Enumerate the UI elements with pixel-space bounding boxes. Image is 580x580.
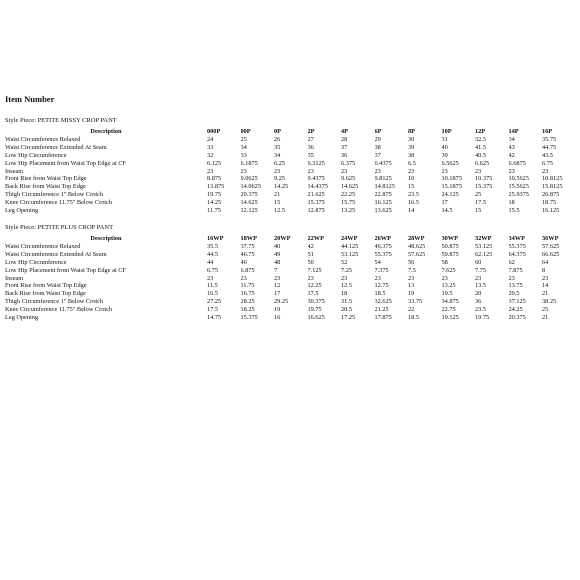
measurement-value: 19	[408, 290, 415, 298]
measurement-value: 15.5	[508, 207, 520, 215]
measurement-value: 18.75	[542, 199, 557, 207]
measurement-value: 17.5	[207, 306, 219, 314]
measurement-label: Low Hip Placement from Waist Top Edge at CF	[5, 266, 126, 274]
spec-document	[5, 94, 575, 322]
measurement-value: 13.25	[441, 282, 456, 290]
measurement-value: 20.5	[508, 290, 520, 298]
measurement-label: Back Rise from Waist Top Edge	[5, 290, 86, 298]
measurement-value: 44.75	[542, 143, 557, 151]
measurement-value: 6.4375	[374, 159, 392, 167]
table-row	[5, 251, 576, 259]
measurement-value: 37.75	[240, 242, 255, 250]
measurement-value: 10.1875	[441, 175, 462, 183]
size-header: 26WP	[374, 234, 391, 242]
measurement-value: 60	[475, 258, 482, 266]
table-row	[5, 243, 576, 251]
measurement-value: 21.25	[374, 306, 389, 314]
measurement-value: 15	[274, 199, 281, 207]
measurement-label: Waist Circumference Relaxed	[5, 135, 81, 143]
measurement-value: 20.375	[240, 191, 258, 199]
measurement-value: 23	[307, 167, 314, 175]
measurement-value: 13.75	[508, 282, 523, 290]
measurement-value: 6.125	[207, 159, 222, 167]
measurement-value: 21	[274, 191, 281, 199]
measurement-label: Waist Circumference Extended At Seam	[5, 250, 107, 258]
measurement-value: 56	[408, 258, 415, 266]
measurement-value: 14.25	[207, 199, 222, 207]
measurement-value: 9.25	[274, 175, 286, 183]
measurement-value: 49	[274, 250, 281, 258]
measurement-value: 15.1875	[441, 183, 462, 191]
measurement-value: 46	[240, 258, 247, 266]
table-row	[5, 298, 576, 306]
measurement-value: 15.375	[240, 314, 258, 322]
measurement-value: 19.75	[307, 306, 322, 314]
measurement-value: 42	[307, 242, 314, 250]
measurement-value: 19.75	[207, 191, 222, 199]
measurement-value: 64	[542, 258, 549, 266]
measurement-value: 9.4375	[307, 175, 325, 183]
measurement-value: 34	[508, 135, 515, 143]
measurement-value: 23	[240, 274, 247, 282]
measurement-value: 23	[441, 167, 448, 175]
size-header: 36WP	[542, 234, 559, 242]
measurement-value: 22.25	[341, 191, 356, 199]
measurement-value: 6.6875	[508, 159, 526, 167]
measurement-value: 16.75	[240, 290, 255, 298]
measurement-value: 12.25	[307, 282, 322, 290]
measurement-value: 34	[274, 151, 281, 159]
measurement-value: 18.25	[240, 306, 255, 314]
table-row	[5, 282, 576, 290]
measurement-value: 19.75	[475, 314, 490, 322]
measurement-value: 31.5	[341, 298, 353, 306]
table-row	[5, 136, 576, 144]
description-header: Description	[90, 234, 122, 242]
measurement-value: 20	[475, 290, 482, 298]
measurement-value: 15.375	[307, 199, 325, 207]
measurement-value: 16.625	[307, 314, 325, 322]
measurement-value: 17.875	[374, 314, 392, 322]
measurement-value: 51	[307, 250, 314, 258]
measurement-value: 24.125	[441, 191, 459, 199]
measurement-value: 37.125	[508, 298, 526, 306]
measurement-value: 10.375	[475, 175, 493, 183]
measurement-value: 18.5	[408, 314, 420, 322]
table-row	[5, 259, 576, 267]
size-header: 28WP	[408, 234, 425, 242]
measurement-value: 13.875	[207, 183, 225, 191]
measurement-value: 10.8125	[542, 175, 563, 183]
measurement-value: 19.5	[441, 290, 453, 298]
measurement-value: 17.5	[307, 290, 319, 298]
measurement-value: 66.625	[542, 250, 560, 258]
measurement-value: 55.375	[508, 242, 526, 250]
measurement-value: 12.125	[240, 207, 258, 215]
measurement-value: 6.5	[408, 159, 416, 167]
size-header: 16WP	[207, 234, 224, 242]
measurement-value: 6.875	[240, 266, 255, 274]
measurement-value: 22.875	[374, 191, 392, 199]
size-header: 00P	[240, 128, 251, 135]
measurement-value: 14.5	[441, 207, 453, 215]
measurement-value: 17	[441, 199, 448, 207]
size-header: 34WP	[508, 234, 525, 242]
measurement-value: 31	[441, 135, 448, 143]
measurement-value: 52	[341, 258, 348, 266]
style-piece-label: Style Piece: PETITE PLUS CROP PANT	[5, 223, 114, 231]
measurement-value: 23	[508, 274, 515, 282]
measurement-value: 7.5	[408, 266, 416, 274]
table-header-row	[5, 235, 576, 243]
size-header: 6P	[374, 128, 382, 135]
measurement-label: Leg Opening	[5, 207, 39, 215]
measurement-value: 10	[408, 175, 415, 183]
measurement-value: 29	[374, 135, 381, 143]
measurement-value: 32	[207, 151, 214, 159]
measurement-value: 24	[207, 135, 214, 143]
measurement-value: 23	[475, 167, 482, 175]
measurement-value: 9.0625	[240, 175, 258, 183]
measurement-value: 23	[441, 274, 448, 282]
size-tables	[5, 117, 575, 322]
table-row	[5, 306, 576, 314]
measurement-value: 38	[374, 143, 381, 151]
measurement-value: 15.8125	[542, 183, 563, 191]
measurement-value: 23	[341, 274, 348, 282]
measurement-value: 23	[240, 167, 247, 175]
measurement-label: Low Hip Circumference	[5, 151, 67, 159]
measurement-value: 11.75	[240, 282, 255, 290]
measurement-value: 64.375	[508, 250, 526, 258]
measurement-value: 29.25	[274, 298, 289, 306]
measurement-value: 7.375	[374, 266, 389, 274]
measurement-value: 23	[274, 167, 281, 175]
measurement-value: 6.5625	[441, 159, 459, 167]
measurement-value: 23	[475, 274, 482, 282]
measurement-value: 7.125	[307, 266, 322, 274]
size-header: 000P	[207, 128, 221, 135]
measurement-value: 14.4375	[307, 183, 328, 191]
measurement-value: 14.0625	[240, 183, 261, 191]
measurement-value: 50.875	[441, 242, 459, 250]
measurement-value: 17.25	[341, 314, 356, 322]
measurement-value: 32.625	[374, 298, 392, 306]
measurement-value: 37	[374, 151, 381, 159]
measurement-value: 13.625	[374, 207, 392, 215]
measurement-value: 35.5	[207, 242, 219, 250]
measurement-value: 23	[408, 167, 415, 175]
measurement-value: 6.375	[341, 159, 356, 167]
measurement-value: 19	[274, 306, 281, 314]
measurement-value: 15	[408, 183, 415, 191]
table-row	[5, 290, 576, 298]
size-header: 14P	[508, 128, 519, 135]
measurement-value: 23	[374, 274, 381, 282]
item-number-heading: Item Number	[5, 94, 55, 104]
measurement-value: 12.5	[274, 207, 286, 215]
measurement-value: 36	[475, 298, 482, 306]
measurement-value: 18.5	[374, 290, 386, 298]
measurement-value: 9.625	[341, 175, 356, 183]
size-header: 10P	[441, 128, 452, 135]
measurement-value: 57.625	[408, 250, 426, 258]
measurement-value: 26.875	[542, 191, 560, 199]
table-row	[5, 191, 576, 199]
measurement-value: 23	[207, 274, 214, 282]
measurement-label: Inseam	[5, 274, 24, 282]
measurement-value: 44	[207, 258, 214, 266]
measurement-label: Low Hip Circumference	[5, 258, 67, 266]
measurement-value: 34	[240, 143, 247, 151]
measurement-value: 50	[307, 258, 314, 266]
measurement-value: 34.875	[441, 298, 459, 306]
measurement-value: 14.25	[274, 183, 289, 191]
measurement-value: 12.75	[374, 282, 389, 290]
measurement-value: 14.625	[240, 199, 258, 207]
measurement-value: 46.75	[240, 250, 255, 258]
measurement-label: Front Rise from Waist Top Edge	[5, 282, 87, 290]
measurement-label: Knee Circumference 11.75" Below Crotch	[5, 306, 113, 314]
measurement-value: 28.25	[240, 298, 255, 306]
measurement-value: 48	[274, 258, 281, 266]
measurement-value: 14.8125	[374, 183, 395, 191]
measurement-value: 7.25	[341, 266, 353, 274]
measurement-value: 16.125	[542, 207, 560, 215]
measurement-value: 36	[341, 151, 348, 159]
size-header: 16P	[542, 128, 553, 135]
measurement-value: 40	[274, 242, 281, 250]
measurement-value: 23	[542, 274, 549, 282]
measurement-value: 30.375	[307, 298, 325, 306]
measurement-value: 28	[341, 135, 348, 143]
description-header: Description	[90, 128, 122, 135]
measurement-value: 7.75	[475, 266, 487, 274]
measurement-value: 15.375	[475, 183, 493, 191]
measurement-value: 25.9375	[508, 191, 529, 199]
size-header: 12P	[475, 128, 486, 135]
measurement-value: 43	[508, 143, 515, 151]
table-row	[5, 183, 576, 191]
size-header: 30WP	[441, 234, 458, 242]
measurement-value: 35	[274, 143, 281, 151]
measurement-value: 62	[508, 258, 515, 266]
measurement-value: 33.75	[408, 298, 423, 306]
measurement-value: 11.5	[207, 282, 218, 290]
measurement-value: 23	[408, 274, 415, 282]
size-header: 0P	[274, 128, 281, 135]
size-header: 2P	[307, 128, 315, 135]
measurement-value: 53.125	[341, 250, 359, 258]
measurement-value: 44.5	[207, 250, 219, 258]
measurement-value: 46.375	[374, 242, 392, 250]
measurement-value: 23	[341, 167, 348, 175]
measurement-value: 39	[408, 143, 415, 151]
measurement-value: 59.875	[441, 250, 459, 258]
measurement-value: 9.8125	[374, 175, 392, 183]
measurement-value: 23.5	[475, 306, 487, 314]
measurement-value: 6.75	[207, 266, 219, 274]
measurement-label: Waist Circumference Relaxed	[5, 242, 81, 250]
measurement-value: 57.625	[542, 242, 560, 250]
measurement-value: 25	[240, 135, 247, 143]
measurement-value: 14	[542, 282, 549, 290]
measurement-value: 6.625	[475, 159, 490, 167]
measurement-value: 23.5	[408, 191, 420, 199]
measurement-value: 33	[240, 151, 247, 159]
measurement-value: 12.5	[341, 282, 353, 290]
measurement-label: Leg Opening	[5, 314, 39, 322]
measurement-value: 20.5	[341, 306, 353, 314]
measurement-value: 10.5625	[508, 175, 529, 183]
measurement-value: 7.875	[508, 266, 523, 274]
table-header-row	[5, 128, 576, 136]
measurement-value: 23	[207, 167, 214, 175]
size-header: 18WP	[240, 234, 257, 242]
size-header: 24WP	[341, 234, 358, 242]
size-header: 4P	[341, 128, 348, 135]
measurement-value: 22	[408, 306, 415, 314]
measurement-value: 37	[341, 143, 348, 151]
measurement-value: 35	[307, 151, 314, 159]
measurement-value: 21	[542, 290, 549, 298]
table-row	[5, 152, 576, 160]
size-header: 20WP	[274, 234, 291, 242]
measurement-value: 7	[274, 266, 278, 274]
style-piece-label: Style Piece: PETITE MISSY CROP PANT	[5, 117, 117, 124]
measurement-value: 18	[341, 290, 348, 298]
table-row	[5, 168, 576, 176]
measurement-value: 42	[508, 151, 515, 159]
measurement-value: 16	[274, 314, 281, 322]
measurement-value: 48.625	[408, 242, 426, 250]
measurement-value: 54	[374, 258, 381, 266]
size-spec-table	[5, 128, 576, 215]
size-header: 22WP	[307, 234, 324, 242]
table-row	[5, 275, 576, 283]
measurement-value: 55.375	[374, 250, 392, 258]
measurement-value: 14.625	[341, 183, 359, 191]
measurement-value: 8	[542, 266, 546, 274]
measurement-value: 17.5	[475, 199, 487, 207]
table-row	[5, 175, 576, 183]
size-spec-table	[5, 235, 576, 322]
measurement-value: 15	[475, 207, 482, 215]
measurement-value: 17	[274, 290, 281, 298]
measurement-value: 33	[207, 143, 214, 151]
measurement-value: 39	[441, 151, 448, 159]
measurement-value: 62.125	[475, 250, 493, 258]
table-row	[5, 199, 576, 207]
measurement-value: 13	[408, 282, 415, 290]
measurement-value: 16.5	[207, 290, 219, 298]
measurement-value: 14	[408, 207, 415, 215]
measurement-value: 44.125	[341, 242, 359, 250]
measurement-label: Low Hip Placement from Waist Top Edge at CF	[5, 159, 126, 167]
measurement-value: 12.875	[307, 207, 325, 215]
measurement-value: 40.5	[475, 151, 487, 159]
measurement-value: 53.125	[475, 242, 493, 250]
measurement-value: 21	[542, 314, 549, 322]
measurement-value: 6.25	[274, 159, 286, 167]
measurement-label: Inseam	[5, 167, 24, 175]
measurement-value: 6.75	[542, 159, 554, 167]
measurement-value: 16.125	[374, 199, 392, 207]
measurement-label: Thigh Circumference 1" Below Crotch	[5, 298, 104, 306]
measurement-value: 23	[542, 167, 549, 175]
measurement-value: 25	[475, 191, 482, 199]
measurement-value: 15.75	[341, 199, 356, 207]
measurement-value: 30	[408, 135, 415, 143]
measurement-value: 15.5625	[508, 183, 529, 191]
size-header: 32WP	[475, 234, 492, 242]
measurement-value: 40	[441, 143, 448, 151]
table-row	[5, 314, 576, 322]
table-row	[5, 144, 576, 152]
measurement-value: 24.25	[508, 306, 523, 314]
measurement-value: 18	[508, 199, 515, 207]
measurement-value: 21.625	[307, 191, 325, 199]
measurement-label: Front Rise from Waist Top Edge	[5, 175, 87, 183]
measurement-value: 20.375	[508, 314, 526, 322]
measurement-value: 58	[441, 258, 448, 266]
measurement-label: Knee Circumference 11.75" Below Crotch	[5, 199, 113, 207]
measurement-value: 13.25	[341, 207, 356, 215]
measurement-value: 23	[374, 167, 381, 175]
measurement-value: 43.5	[542, 151, 554, 159]
measurement-value: 23	[508, 167, 515, 175]
table-row	[5, 207, 576, 215]
measurement-value: 11.75	[207, 207, 221, 215]
measurement-value: 35.75	[542, 135, 557, 143]
measurement-value: 23	[307, 274, 314, 282]
measurement-value: 6.1875	[240, 159, 258, 167]
measurement-value: 6.3125	[307, 159, 325, 167]
table-row	[5, 160, 576, 168]
measurement-label: Back Rise from Waist Top Edge	[5, 183, 86, 191]
measurement-value: 19.125	[441, 314, 459, 322]
measurement-label: Thigh Circumference 1" Below Crotch	[5, 191, 104, 199]
measurement-value: 36	[307, 143, 314, 151]
measurement-value: 27.25	[207, 298, 222, 306]
measurement-value: 12	[274, 282, 281, 290]
measurement-value: 26	[274, 135, 281, 143]
measurement-value: 14.75	[207, 314, 222, 322]
measurement-value: 7.625	[441, 266, 456, 274]
measurement-value: 38.25	[542, 298, 557, 306]
measurement-value: 8.875	[207, 175, 222, 183]
measurement-label: Waist Circumference Extended At Seam	[5, 143, 107, 151]
size-header: 8P	[408, 128, 415, 135]
measurement-value: 25	[542, 306, 549, 314]
measurement-value: 41.5	[475, 143, 487, 151]
measurement-value: 16.5	[408, 199, 420, 207]
measurement-value: 23	[274, 274, 281, 282]
measurement-value: 38	[408, 151, 415, 159]
measurement-value: 27	[307, 135, 314, 143]
measurement-value: 13.5	[475, 282, 487, 290]
measurement-value: 32.5	[475, 135, 487, 143]
measurement-value: 22.75	[441, 306, 456, 314]
table-row	[5, 267, 576, 275]
